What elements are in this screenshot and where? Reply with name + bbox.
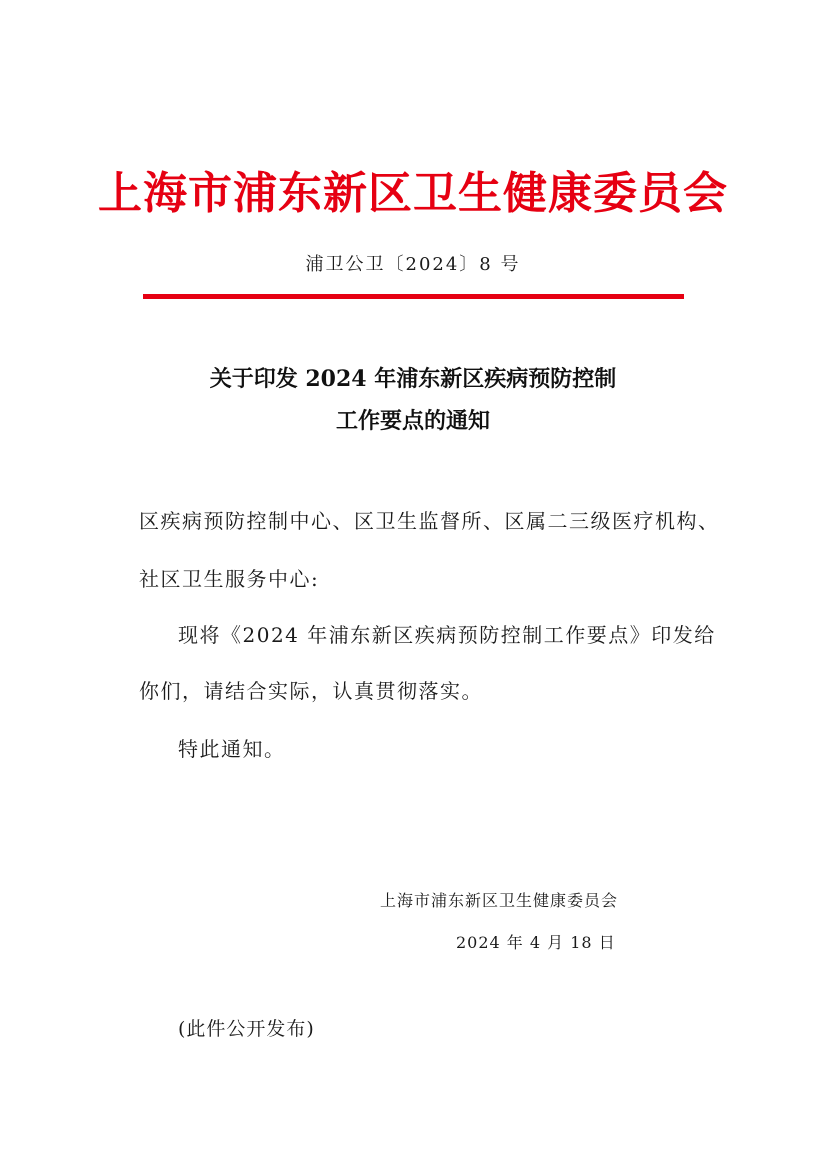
title-line-1: 关于印发 2024 年浦东新区疾病预防控制 xyxy=(209,366,617,392)
paragraph-1-line-1: 现将《2024 年浦东新区疾病预防控制工作要点》印发给 xyxy=(178,623,716,647)
closing-paragraph: 特此通知。 xyxy=(178,737,286,761)
document-title xyxy=(0,358,826,442)
red-divider-line xyxy=(143,294,684,299)
issuing-organization-header: 上海市浦东新区卫生健康委员会 xyxy=(98,168,728,219)
recipients-line-1: 区疾病预防控制中心、区卫生监督所、区属二三级医疗机构、 xyxy=(139,509,720,533)
signature-organization: 上海市浦东新区卫生健康委员会 xyxy=(380,891,619,910)
document-number: 浦卫公卫〔2024〕8 号 xyxy=(305,254,521,275)
publication-note: (此件公开发布) xyxy=(178,1018,315,1040)
paragraph-1-line-2: 你们，请结合实际，认真贯彻落实。 xyxy=(139,679,483,703)
title-line-2: 工作要点的通知 xyxy=(335,408,490,434)
issue-date: 2024 年 4 月 18 日 xyxy=(456,933,616,952)
recipients-line-2: 社区卫生服务中心: xyxy=(139,567,320,591)
